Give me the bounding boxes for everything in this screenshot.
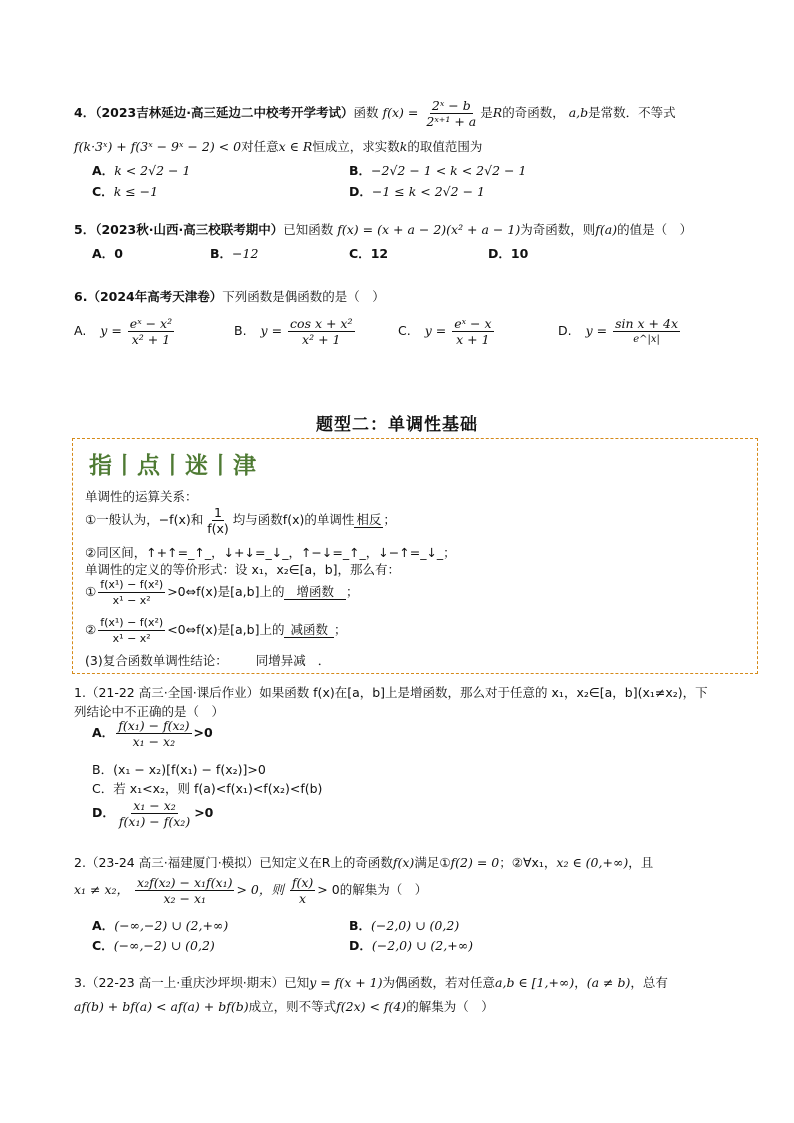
option-text: k ≤ −1 [113, 184, 159, 199]
q4-text7: 的取值范围为 [407, 139, 483, 154]
tip-text: ． [317, 653, 331, 668]
q5-text3: 的值是（ ） [617, 222, 693, 237]
q4-option-a[interactable] [92, 161, 190, 179]
p3-text: 已知 [284, 975, 310, 990]
option-label: D． [349, 184, 372, 199]
p2-text6: > 0的解集为（ ） [317, 882, 428, 897]
tip-text: 均与函数f(x)的单调性 [232, 512, 355, 527]
p2-text: 已知定义在R上的奇函数 [259, 855, 393, 870]
option-text: −2√2 − 1 < k < 2√2 − 1 [371, 163, 527, 178]
tip-answer: 同增异减 [255, 653, 306, 668]
q4-text4: 是常数．不等式 [588, 105, 676, 120]
p3-text5: 成立，则不等式 [248, 999, 337, 1014]
p2-number: 2. [74, 855, 86, 870]
tip-answer: 增函数 [284, 584, 346, 600]
tip-fraction: $\frac{\text{f(x¹) − f(x²)}}{\text{x¹ − x²}}$ [100, 578, 164, 607]
q4-domain: x ∈ R [278, 139, 313, 154]
option-label: A． [92, 725, 115, 740]
option-label: D． [92, 805, 115, 820]
p2-cond2: x₂ ∈ (0,+∞) [556, 855, 629, 870]
p1-option-c[interactable]: C．若 x₁<x₂，则 f(a)<f(x₁)<f(x₂)<f(b) [92, 781, 323, 796]
q4-ab: a,b [568, 105, 589, 120]
tip-fraction: $\frac{1}{f(x)}$ [207, 505, 229, 536]
tip-text: ① [85, 584, 97, 599]
p3-text4: ，总有 [630, 975, 668, 990]
q4-fraction: $\frac{\text{2ˣ − b}}{\text{2ˣ⁺¹ + a}}$ [426, 98, 477, 129]
option-label: B. [234, 323, 247, 338]
tip-answer: 相反 [356, 512, 382, 527]
tip-line-7 [85, 651, 330, 669]
option-label: A． [92, 163, 115, 178]
q4-option-c[interactable] [92, 182, 158, 200]
q5-text2: 为奇函数，则 [520, 222, 596, 237]
p1-text: 如果函数 f(x)在[a，b]上是增函数，那么对于任意的 x₁，x₂∈[a，b](x₁≠x₂)，下 [259, 685, 708, 700]
p3-line2 [74, 997, 494, 1015]
p3-expr2: a,b ∈ [1,+∞) [495, 975, 575, 990]
option-text: −1 ≤ k < 2√2 − 1 [371, 184, 485, 199]
p2-text5: > 0，则 [236, 882, 284, 897]
option-text: −12 [232, 246, 259, 261]
option-text: 0 [114, 246, 123, 261]
tip-text: ② [85, 622, 97, 637]
tip-text: ； [383, 512, 396, 527]
p1-line1 [74, 683, 708, 701]
p2-option-a[interactable] [92, 916, 228, 934]
q6-option-a[interactable] [74, 316, 176, 347]
q6-option-d[interactable] [558, 316, 682, 347]
p3-text3: ， [574, 975, 587, 990]
p2-cond3: x₁ ≠ x₂， [74, 882, 130, 897]
option-fraction: $\frac{\text{f(x₁) − f(x₂)}}{\text{x₁ − x₂}}$ [118, 718, 190, 749]
p2-option-c[interactable] [92, 936, 215, 954]
p2-text2: 满足① [414, 855, 451, 870]
q4-R: R [492, 105, 503, 120]
q4-option-b[interactable] [349, 161, 526, 179]
p2-text3: ；②∀x₁， [499, 855, 557, 870]
q6-number: 6. [74, 289, 88, 304]
p1-source: （21-22 高三·全国·课后作业） [85, 685, 260, 700]
p2-cond1: f(2) = 0 [450, 855, 500, 870]
p3-line1 [74, 973, 668, 991]
p2-source: （23-24 高三·福建厦门·模拟） [85, 855, 260, 870]
tip-box [72, 438, 758, 674]
tip-text: ； [333, 622, 347, 637]
p3-text2: 为偶函数，若对任意 [382, 975, 496, 990]
q4-fx: f(x) = [382, 105, 419, 120]
option-label: B． [349, 163, 372, 178]
option-fraction: $\frac{\text{sin x + 4x}}{e\^{}|x|}$ [615, 316, 679, 345]
p3-expr1: y = f(x + 1) [309, 975, 383, 990]
p2-line1 [74, 853, 653, 871]
q5-option-a[interactable] [92, 244, 123, 262]
q6-text: 下列函数是偶函数的是（ ） [222, 289, 385, 304]
p3-inequality2: f(2x) < f(4) [336, 999, 407, 1014]
option-y: y = [100, 323, 122, 338]
q5-text: 已知函数 [283, 222, 334, 237]
option-label: C． [92, 938, 114, 953]
q4-text: 函数 [353, 105, 379, 120]
option-label: D. [558, 323, 572, 338]
p1-option-a[interactable] [92, 718, 213, 749]
q6-option-b[interactable] [234, 316, 357, 347]
q5-option-b[interactable] [210, 244, 258, 262]
tip-text: ①一般认为，−f(x)和 [85, 512, 204, 527]
tip-line-5 [85, 577, 359, 608]
p2-fx: f(x) [392, 855, 415, 870]
tip-text: (3)复合函数单调性结论： [85, 653, 228, 668]
p2-fraction2: $\frac{f(x)}{x}$ [291, 875, 314, 906]
p3-inequality: af(b) + bf(a) < af(a) + bf(b) [74, 999, 249, 1014]
option-label: A． [92, 246, 115, 261]
q5-option-d[interactable] [488, 244, 528, 262]
option-label: A. [74, 323, 87, 338]
option-text: (−∞,−2) ∪ (2,+∞) [114, 918, 229, 933]
option-text: k < 2√2 − 1 [114, 163, 191, 178]
q5-number: 5． [74, 222, 96, 237]
option-text: (−2,0) ∪ (2,+∞) [371, 938, 473, 953]
option-y: y = [585, 323, 608, 338]
p3-source: （22-23 高一上·重庆沙坪坝·期末） [85, 975, 285, 990]
q5-source: （2023秋·山西·高三校联考期中） [95, 222, 284, 237]
option-fraction: $\frac{\text{eˣ − x}}{x + 1}$ [454, 316, 492, 347]
option-label: D． [488, 246, 511, 261]
option-label: B． [210, 246, 233, 261]
option-y: y = [260, 323, 283, 338]
p2-text4: ，且 [628, 855, 654, 870]
q4-number: 4． [74, 105, 96, 120]
option-label: C． [349, 246, 371, 261]
p3-number: 3. [74, 975, 86, 990]
tip-title: 指丨点丨迷丨津 [89, 452, 257, 479]
p1-number: 1. [74, 685, 86, 700]
p2-option-b[interactable] [349, 916, 459, 934]
option-text: 12 [370, 246, 389, 261]
q5-line1 [74, 220, 692, 238]
q6-source: （2024年高考天津卷） [87, 289, 223, 304]
q6-option-c[interactable] [398, 316, 496, 347]
p2-option-d[interactable] [349, 936, 473, 954]
section-title: 题型二：单调性基础 [316, 415, 478, 435]
option-tail: >0 [194, 805, 214, 820]
p1-option-b[interactable]: B．(x₁ − x₂)[f(x₁) − f(x₂)]>0 [92, 762, 266, 777]
q4-text2: 是 [480, 105, 493, 120]
tip-text: ； [345, 584, 359, 599]
p3-text6: 的解集为（ ） [406, 999, 494, 1014]
p3-expr3: (a ≠ b) [586, 975, 631, 990]
tip-fraction: $\frac{\text{f(x¹) − f(x²)}}{\text{x¹ − x²}}$ [100, 616, 164, 645]
q4-k: k [399, 139, 408, 154]
option-text: 10 [510, 246, 529, 261]
option-fraction: $\frac{\text{cos x + x²}}{\text{x² + 1}}$ [290, 316, 353, 347]
q6-line1 [74, 287, 385, 305]
option-label: D． [349, 938, 372, 953]
q4-line1 [74, 98, 676, 129]
option-label: B． [349, 918, 372, 933]
tip-line-4: 单调性的定义的等价形式：设 x₁，x₂∈[a，b]，那么有： [85, 562, 401, 577]
p2-fraction: $\frac{\text{x₂f(x₂) − x₁f(x₁)}}{\text{x₂ − x₁}}$ [137, 875, 233, 906]
q5-expression: f(x) = (x + a − 2)(x² + a − 1) [337, 222, 521, 237]
tip-line-2 [85, 505, 396, 536]
p2-line2 [74, 875, 427, 906]
tip-line-3: ②同区间，↑+↑=_↑_，↓+↓=_↓_，↑−↓=_↑_，↓−↑=_↓_； [85, 545, 456, 560]
q4-option-d[interactable] [349, 182, 485, 200]
tip-line-6 [85, 615, 347, 646]
option-text: (−2,0) ∪ (0,2) [371, 918, 460, 933]
q4-source: （2023吉林延边·高三延边二中校考开学考试） [95, 105, 354, 120]
option-tail: >0 [193, 725, 213, 740]
option-y: y = [424, 323, 447, 338]
q4-text5: 对任意 [241, 139, 279, 154]
option-fraction: $\frac{\text{eˣ − x²}}{\text{x² + 1}}$ [129, 316, 173, 347]
q5-fa: f(a) [595, 222, 618, 237]
tip-text: >0⇔f(x)是[a,b]上的 [167, 584, 285, 599]
p1-line2: 列结论中不正确的是（ ） [74, 704, 225, 719]
tip-text: <0⇔f(x)是[a,b]上的 [167, 622, 285, 637]
option-text: (−∞,−2) ∪ (0,2) [113, 938, 215, 953]
option-fraction: $\frac{\text{x₁ − x₂}}{\text{f(x₁) − f(x₂)}}$ [118, 798, 191, 829]
q4-line2 [74, 137, 482, 155]
q4-inequality: f(k·3ˣ) + f(3ˣ − 9ˣ − 2) < 0 [74, 139, 242, 154]
q5-option-c[interactable] [349, 244, 388, 262]
option-label: A． [92, 918, 115, 933]
tip-answer: 减函数 [284, 622, 334, 638]
tip-line-1: 单调性的运算关系： [85, 489, 198, 504]
q4-text6: 恒成立，求实数 [312, 139, 400, 154]
option-label: C． [92, 184, 114, 199]
q4-text3: 的奇函数， [502, 105, 565, 120]
p1-option-d[interactable] [92, 798, 213, 829]
option-label: C. [398, 323, 411, 338]
